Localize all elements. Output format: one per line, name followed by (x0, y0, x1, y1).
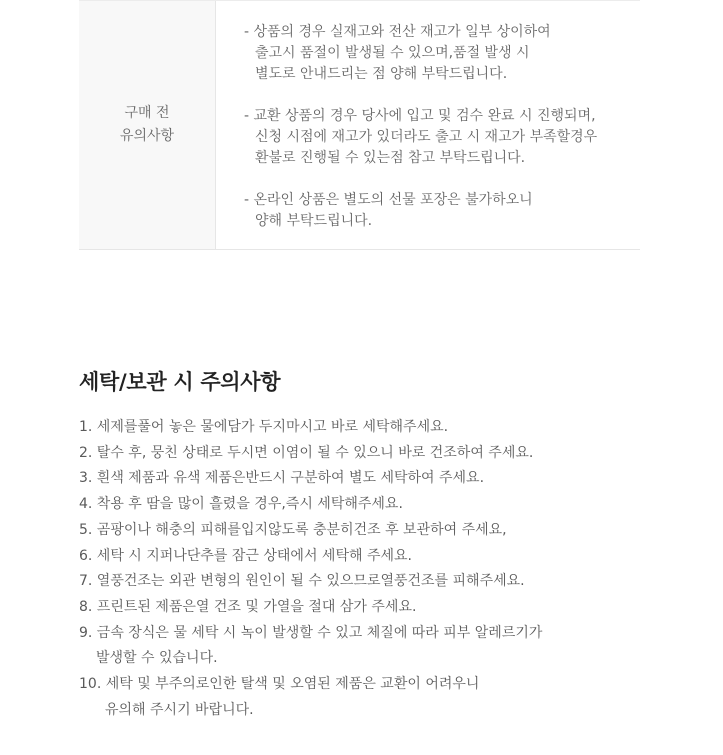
notice-item-exchange (244, 106, 640, 169)
notice-text-line: 신청 시점에 재고가 있더라도 출고 시 재고가 부족할경우 (255, 129, 598, 145)
notice-text-line: 양해 부탁드립니다. (255, 213, 373, 229)
notice-label-line1: 구매 전 (124, 105, 170, 121)
notice-text-line: - 교환 상품의 경우 당사에 입고 및 검수 완료 시 진행되며, (244, 108, 596, 124)
notice-text-line: 환불로 진행될 수 있는점 참고 부탁드립니다. (255, 150, 526, 166)
care-list-item: 10. 세탁 및 부주의로인한 탈색 및 오염된 제품은 교환이 어려우니 (79, 676, 480, 693)
care-list-item: 3. 흰색 제품과 유색 제품은반드시 구분하여 별도 세탁하여 주세요. (79, 470, 485, 487)
notice-text-line: 별도로 안내드리는 점 양해 부탁드립니다. (255, 66, 508, 82)
pre-purchase-notice-table (79, 0, 640, 250)
care-instructions-list (79, 415, 542, 723)
care-list-item: 5. 곰팡이나 해충의 피해를입지않도록 충분히건조 후 보관하여 주세요, (79, 521, 507, 538)
care-list-item: 1. 세제를풀어 놓은 물에담가 두지마시고 바로 세탁해주세요. (79, 419, 449, 435)
notice-text-line: 출고시 품절이 발생될 수 있으며,품절 발생 시 (255, 45, 530, 61)
care-list-item-continuation: 유의해 주시기 바랍니다. (105, 701, 254, 718)
notice-label-cell (79, 1, 216, 249)
care-list-item-continuation: 발생할 수 있습니다. (96, 650, 218, 667)
notice-label-line2: 유의사항 (119, 128, 175, 144)
care-list-item: 7. 열풍건조는 외관 변형의 원인이 될 수 있으므로열풍건조를 피해주세요. (79, 573, 525, 590)
care-list-item: 6. 세탁 시 지퍼나단추를 잠근 상태에서 세탁해 주세요. (79, 547, 412, 564)
notice-content-cell (216, 1, 640, 249)
notice-item-gift-wrap (244, 190, 640, 232)
care-list-item: 4. 착용 후 땀을 많이 흘렸을 경우,즉시 세탁해주세요. (79, 496, 403, 513)
notice-item-stock (244, 22, 640, 85)
care-list-item: 9. 금속 장식은 물 세탁 시 녹이 발생할 수 있고 체질에 따라 피부 알레르기가 (79, 624, 543, 641)
care-list-item: 2. 탈수 후, 뭉친 상태로 두시면 이염이 될 수 있으니 바로 건조하여 주세요. (79, 444, 534, 461)
notice-text-line: - 상품의 경우 실재고와 전산 재고가 일부 상이하여 (244, 24, 551, 40)
notice-text-line: - 온라인 상품은 별도의 선물 포장은 불가하오니 (244, 192, 533, 208)
care-section-title: 세탁/보관 시 주의사항 (79, 370, 281, 394)
care-list-item: 8. 프린트된 제품은열 건조 및 가열을 절대 삼가 주세요. (79, 598, 417, 615)
